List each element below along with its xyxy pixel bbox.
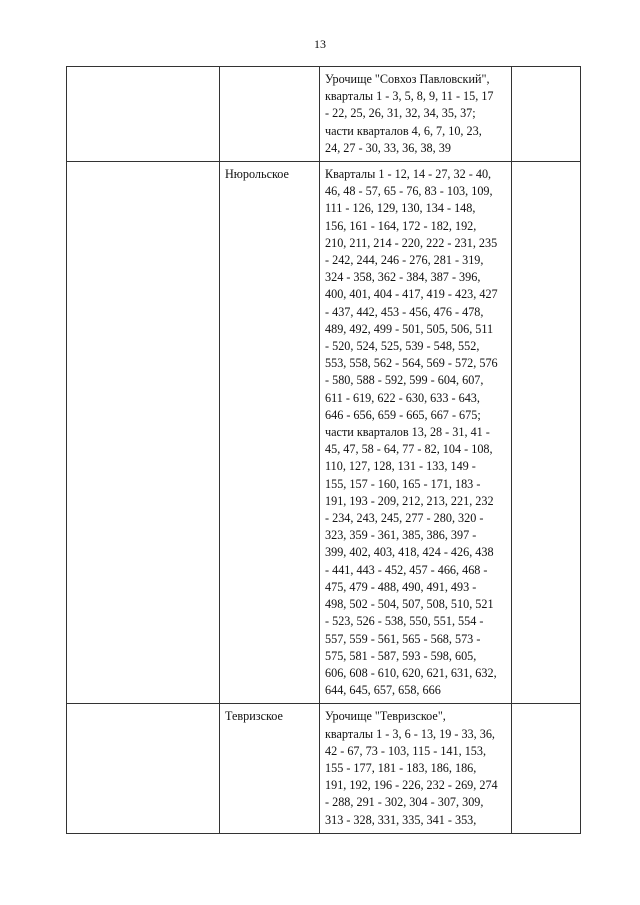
area-name: Тевризское [225,709,283,724]
page-number: 13 [314,37,326,51]
forestry-cell [67,704,220,833]
description-cell [320,67,512,162]
forestry-cell [67,162,220,704]
note-cell [512,67,581,162]
area-cell [220,162,320,704]
quarters-description: Кварталы 1 - 12, 14 - 27, 32 - 40, 46, 48 - 57, 65 - 76, 83 - 103, 109, 111 - 126, 129, 130, 134 - 148, 156, 161 - 164, 172 - 182, 192, 210, 211, 214 - 220, 222 - 231, 235 - 242, 244, 246 - 276, 281 - 319, 324 - 358, 362 - 384, 387 - 396, 400, 401, 404 - 417, 419 - 423, 427 - 437, 442, 453 - 456, 476 - 478, 489, 492, 499 - 501, 505, 506, 511 - 520, 524, 525, 539 - 548, 552, 553, 558, 562 - 564, 569 - 572, 576 - 580, 588 - 592, 599 - 604, 607, 611 - 619, 622 - 630, 633 - 643, 646 - 656, 659 - 665, 667 - 675; части кварталов 13, 28 - 31, 41 - 45, 47, 58 - 64, 77 - 82, 104 - 108, 110, 127, 128, 131 - 133, 149 - 155, 157 - 160, 165 - 171, 183 - 191, 193 - 209, 212, 213, 221, 232 - 234, 243, 245, 277 - 280, 320 - 323, 359 - 361, 385, 386, 397 - 399, 402, 403, 418, 424 - 426, 438 - 441, 443 - 452, 457 - 466, 468 - 475, 479 - 488, 490, 491, 493 - 498, 502 - 504, 507, 508, 510, 521 - 523, 526 - 538, 550, 551, 554 - 557, 559 - 561, 565 - 568, 573 - 575, 581 - 587, 593 - 598, 605, 606, 608 - 610, 620, 621, 631, 632, 644, 645, 657, 658, 666 [325,167,498,698]
note-text [512,67,580,75]
table-row [67,704,581,833]
forestry-table [66,66,581,834]
forestry-cell [67,67,220,162]
note-text [512,704,580,712]
forestry-name [67,67,219,75]
area-cell [220,67,320,162]
area-name: Нюрольское [225,167,289,182]
table-row [67,162,581,704]
description-cell [320,162,512,704]
quarters-description: Урочище "Совхоз Павловский", кварталы 1 - 3, 5, 8, 9, 11 - 15, 17 - 22, 25, 26, 31, 32, 34, 35, 37; части кварталов 4, 6, 7, 10, 23, 24, 27 - 30, 33, 36, 38, 39 [325,72,494,155]
quarters-description: Урочище "Тевризское", кварталы 1 - 3, 6 - 13, 19 - 33, 36, 42 - 67, 73 - 103, 115 - 141, 153, 155 - 177, 181 - 183, 186, 186, 191, 192, 196 - 226, 232 - 269, 274 - 288, 291 - 302, 304 - 307, 309, 313 - 328, 331, 335, 341 - 353, [325,709,498,827]
area-name [220,67,319,75]
note-cell [512,704,581,833]
forestry-name [67,162,219,170]
forestry-name [67,704,219,712]
description-cell [320,704,512,833]
note-cell [512,162,581,704]
table-row [67,67,581,162]
area-cell [220,704,320,833]
note-text [512,162,580,170]
